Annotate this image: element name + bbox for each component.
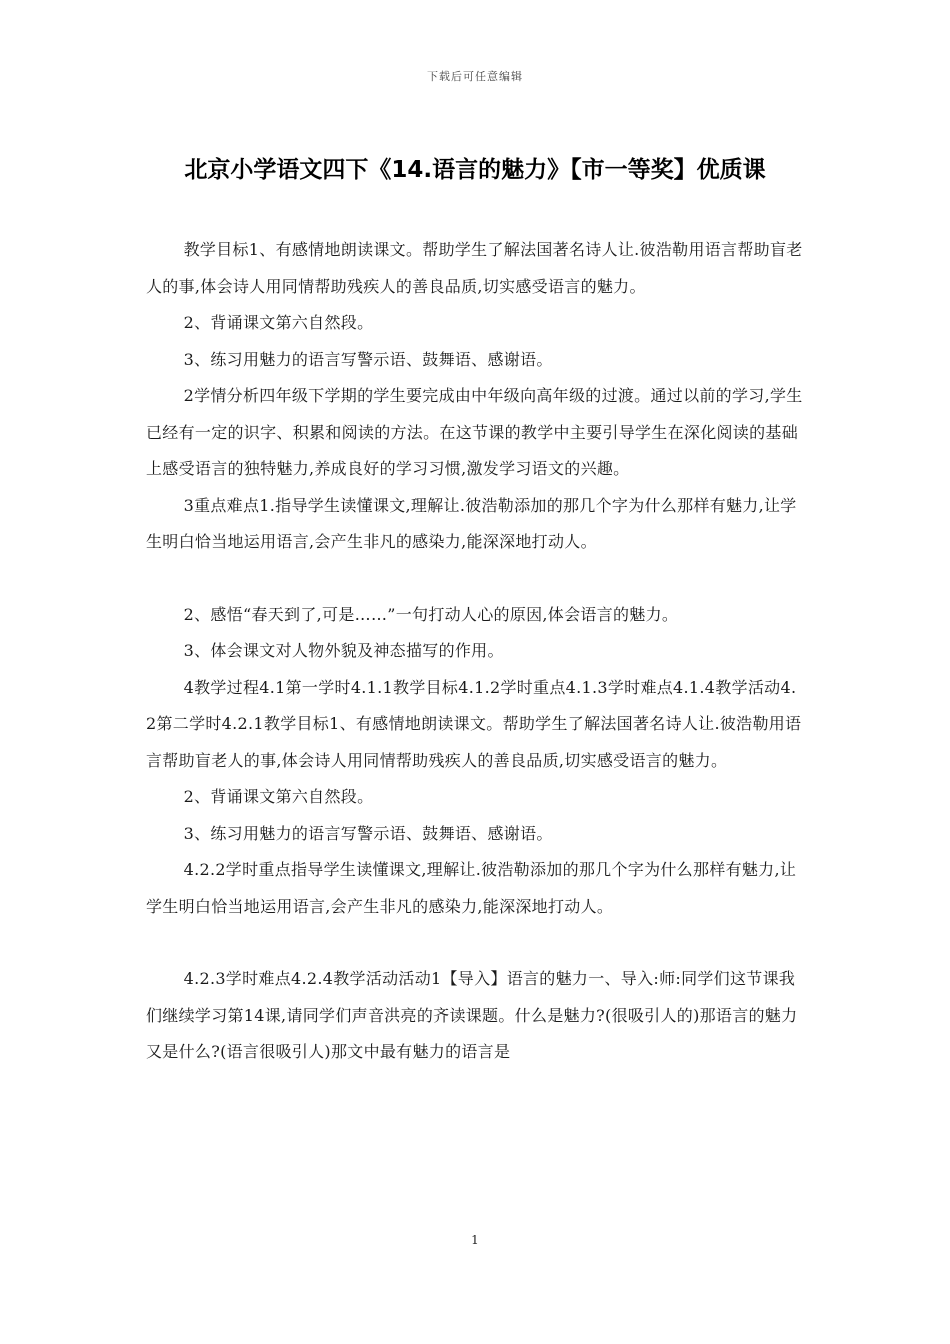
paragraph-lesson-activity: 4.2.3学时难点4.2.4教学活动活动1【导入】语言的魅力一、导入:师:同学们这节课我们继续学习第14课,请同学们声音洪亮的齐读课题。什么是魅力?(很吸引人的)那语言的魅力又是什么?(语言很吸引人)那文中最有魅力的语言是 xyxy=(146,969,798,1061)
page-header-note: 下载后可任意编辑 xyxy=(427,70,523,83)
paragraph-goal-2: 2、背诵课文第六自然段。 xyxy=(183,313,374,332)
paragraph-teaching-goals: 教学目标1、有感情地朗读课文。帮助学生了解法国著名诗人让.彼浩勒用语言帮助盲老人的事,体会诗人用同情帮助残疾人的善良品质,切实感受语言的魅力。 xyxy=(146,240,803,296)
paragraph-spacer xyxy=(146,561,806,597)
paragraph-key-point-2: 2、感悟“春天到了,可是……”一句打动人心的原因,体会语言的魅力。 xyxy=(183,604,679,624)
paragraph-goal-3: 3、练习用魅力的语言写警示语、鼓舞语、感谢语。 xyxy=(183,349,553,369)
page-number: 1 xyxy=(471,1233,479,1247)
paragraph-teaching-process: 4教学过程4.1第一学时4.1.1教学目标4.1.2学时重点4.1.3学时难点4.1.4教学活动4.2第二学时4.2.1教学目标1、有感情地朗读课文。帮助学生了解法国著名诗人让.彼浩勒用语言帮助盲老人的事,体会诗人用同情帮助残疾人的善良品质,切实感受语言的魅力。 xyxy=(146,677,802,770)
paragraph-process-goal-3: 3、练习用魅力的语言写警示语、鼓舞语、感谢语。 xyxy=(183,823,553,843)
paragraph-student-analysis: 2学情分析四年级下学期的学生要完成由中年级向高年级的过渡。通过以前的学习,学生已经有一定的识字、积累和阅读的方法。在这节课的教学中主要引导学生在深化阅读的基础上感受语言的独特魅力,养成良好的学习习惯,激发学习语文的兴趣。 xyxy=(146,386,803,478)
paragraph-process-goal-2: 2、背诵课文第六自然段。 xyxy=(183,787,374,806)
paragraph-key-points: 3重点难点1.指导学生读懂课文,理解让.彼浩勒添加的那几个字为什么那样有魅力,让学生明白恰当地运用语言,会产生非凡的感染力,能深深地打动人。 xyxy=(146,495,797,551)
document-title: 北京小学语文四下《14.语言的魅力》【市一等奖】优质课 xyxy=(184,157,766,183)
paragraph-key-point-3: 3、体会课文对人物外貌及神态描写的作用。 xyxy=(183,641,504,660)
document-body xyxy=(146,232,806,1071)
paragraph-lesson-focus: 4.2.2学时重点指导学生读懂课文,理解让.彼浩勒添加的那几个字为什么那样有魅力,让学生明白恰当地运用语言,会产生非凡的感染力,能深深地打动人。 xyxy=(146,860,797,916)
paragraph-spacer xyxy=(146,925,806,961)
